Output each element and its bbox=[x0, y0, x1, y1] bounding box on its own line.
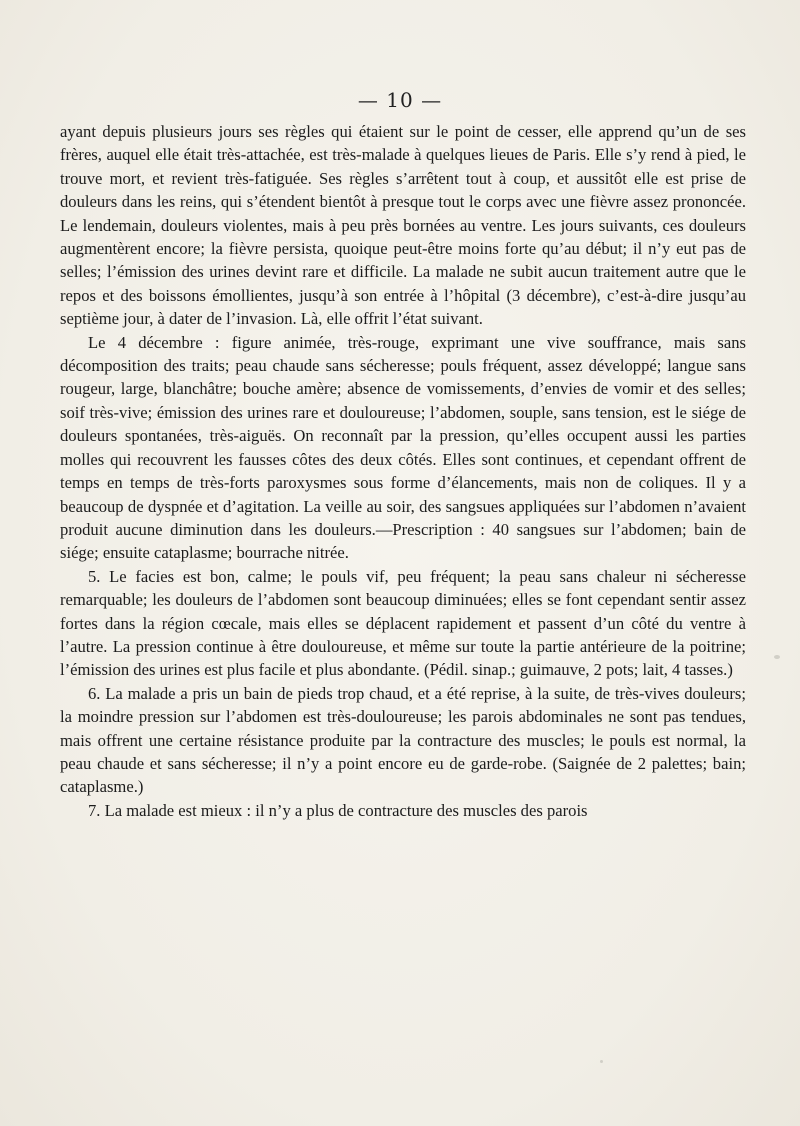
paragraph-continuation: ayant depuis plusieurs jours ses règles qui étaient sur le point de cesser, elle apprend qu’un de ses frères, auquel elle était très-attachée, est très-malade à quelques lieues de Paris. Elle s’y rend à pied, le trouve mort, et revient très-fatiguée. Ses règles s’arrêtent tout à coup, et aussitôt elle est prise de douleurs dans les reins, qui s’étendent bientôt à presque tout le corps avec une fièvre assez prononcée. Le lendemain, douleurs violentes, mais à peu près bornées au ventre. Les jours suivants, ces douleurs augmentèrent encore; la fièvre persista, quoique peut-être moins forte qu’au début; il n’y eut pas de selles; l’émission des urines devint rare et difficile. La malade ne subit aucun traitement autre que le repos et des boissons émollientes, jusqu’à son entrée à l’hôpital (3 décembre), c’est-à-dire jusqu’au septième jour, à dater de l’invasion. Là, elle offrit l’état suivant. bbox=[60, 122, 746, 329]
page-number: — 10 — bbox=[357, 88, 443, 112]
paragraph-dec-4: Le 4 décembre : figure animée, très-rouge, exprimant une vive souffrance, mais sans décomposition des traits; peau chaude sans sécheresse; pouls fréquent, assez développé; langue sans rougeur, large, blanchâtre; bouche amère; absence de vomissements, d’envies de vomir et des selles; soif très-vive; émission des urines rare et douloureuse; l’abdomen, souple, sans tension, est le siége de douleurs spontanées, très-aiguës. On reconnaît par la pression, qu’elles occupent aussi les parties molles qui recouvrent les fausses côtes des deux côtés. Elles sont continues, et cependant offrent de temps en temps de très-forts paroxysmes sous forme d’élancements, mais non de coliques. Il y a beaucoup de dyspnée et d’agitation. La veille au soir, des sangsues appliquées sur l’abdomen n’avaient produit aucune diminution dans les douleurs.—Prescription : 40 sangsues sur l’abdomen; bain de siége; ensuite cataplasme; bourrache nitrée. bbox=[60, 332, 746, 563]
body-text bbox=[60, 120, 746, 822]
paragraph-day-5: 5. Le facies est bon, calme; le pouls vif, peu fréquent; la peau sans chaleur ni sécheresse remarquable; les douleurs de l’abdomen sont beaucoup diminuées; elles se font cependant sentir assez fortes dans la région cœcale, mais elles se déplacent rapidement et passent d’un côté du ventre à l’autre. La pression continue à être douloureuse, et même sur toute la partie antérieure de la poitrine; l’émission des urines est plus facile et plus abondante. (Pédil. sinap.; guimauve, 2 pots; lait, 4 tasses.) bbox=[60, 566, 746, 680]
paragraph-day-6: 6. La malade a pris un bain de pieds trop chaud, et a été reprise, à la suite, de très-vives douleurs; la moindre pression sur l’abdomen est très-douloureuse; les parois abdominales ne sont pas tendues, mais offrent une certaine résistance produite par la contracture des muscles; le pouls est normal, la peau chaude et sans sécheresse; il n’y a point encore eu de garde-robe. (Saignée de 2 palettes; bain; cataplasme.) bbox=[60, 683, 746, 797]
paragraph-day-7: 7. La malade est mieux : il n’y a plus de contracture des muscles des parois bbox=[88, 800, 588, 820]
paper-speck bbox=[774, 655, 780, 659]
paper-speck bbox=[600, 1060, 603, 1063]
